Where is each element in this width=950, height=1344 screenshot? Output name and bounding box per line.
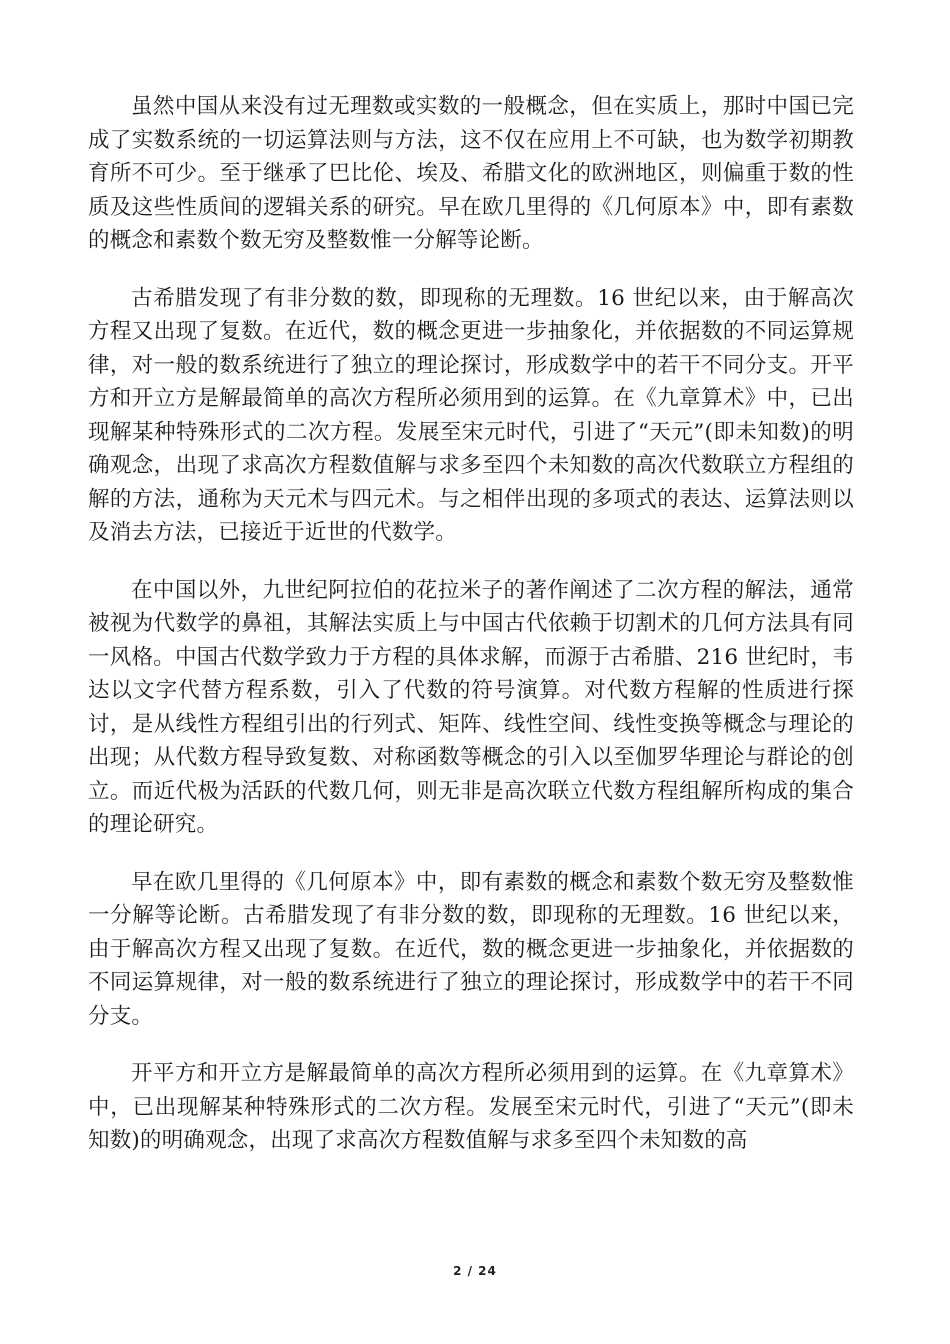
paragraph-3: 在中国以外，九世纪阿拉伯的花拉米子的著作阐述了二次方程的解法，通常被视为代数学的鼻祖，其解法实质上与中国古代依赖于切割术的几何方法具有同一风格。中国古代数学致力于方程的具体求解，而源于古希腊、216 世纪时，韦达以文字代替方程系数，引入了代数的符号演算。对代数方程解的性质进行探讨，是从线性方程组引出的行列式、矩阵、线性空间、线性变换等概念与理论的出现；从代数方程导致复数、对称函数等概念的引入以至伽罗华理论与群论的创立。而近代极为活跃的代数几何，则无非是高次联立代数方程组解所构成的集合的理论研究。 xyxy=(88,577,854,837)
paragraph-2: 古希腊发现了有非分数的数，即现称的无理数。16 世纪以来，由于解高次方程又出现了复数。在近代，数的概念更进一步抽象化，并依据数的不同运算规律，对一般的数系统进行了独立的理论探讨，形成数学中的若干不同分支。开平方和开立方是解最简单的高次方程所必须用到的运算。在《九章算术》中，已出现解某种特殊形式的二次方程。发展至宋元时代，引进了“天元”(即未知数)的明确观念，出现了求高次方程数值解与求多至四个未知数的高次代数联立方程组的解的方法，通称为天元术与四元术。与之相伴出现的多项式的表达、运算法则以及消去方法，已接近于近世的代数学。 xyxy=(88,285,854,545)
document-body xyxy=(88,90,854,1182)
paragraph-1: 虽然中国从来没有过无理数或实数的一般概念，但在实质上，那时中国已完成了实数系统的一切运算法则与方法，这不仅在应用上不可缺，也为数学初期教育所不可少。至于继承了巴比伦、埃及、希腊文化的欧洲地区，则偏重于数的性质及这些性质间的逻辑关系的研究。早在欧几里得的《几何原本》中，即有素数的概念和素数个数无穷及整数惟一分解等论断。 xyxy=(88,94,854,253)
paragraph-5: 开平方和开立方是解最简单的高次方程所必须用到的运算。在《九章算术》中，已出现解某种特殊形式的二次方程。发展至宋元时代，引进了“天元”(即未知数)的明确观念，出现了求高次方程数值解与求多至四个未知数的高 xyxy=(88,1061,854,1153)
page-number: 2 / 24 xyxy=(453,1264,497,1278)
paragraph-4: 早在欧几里得的《几何原本》中，即有素数的概念和素数个数无穷及整数惟一分解等论断。古希腊发现了有非分数的数，即现称的无理数。16 世纪以来，由于解高次方程又出现了复数。在近代，数的概念更进一步抽象化，并依据数的不同运算规律，对一般的数系统进行了独立的理论探讨，形成数学中的若干不同分支。 xyxy=(88,869,854,1029)
